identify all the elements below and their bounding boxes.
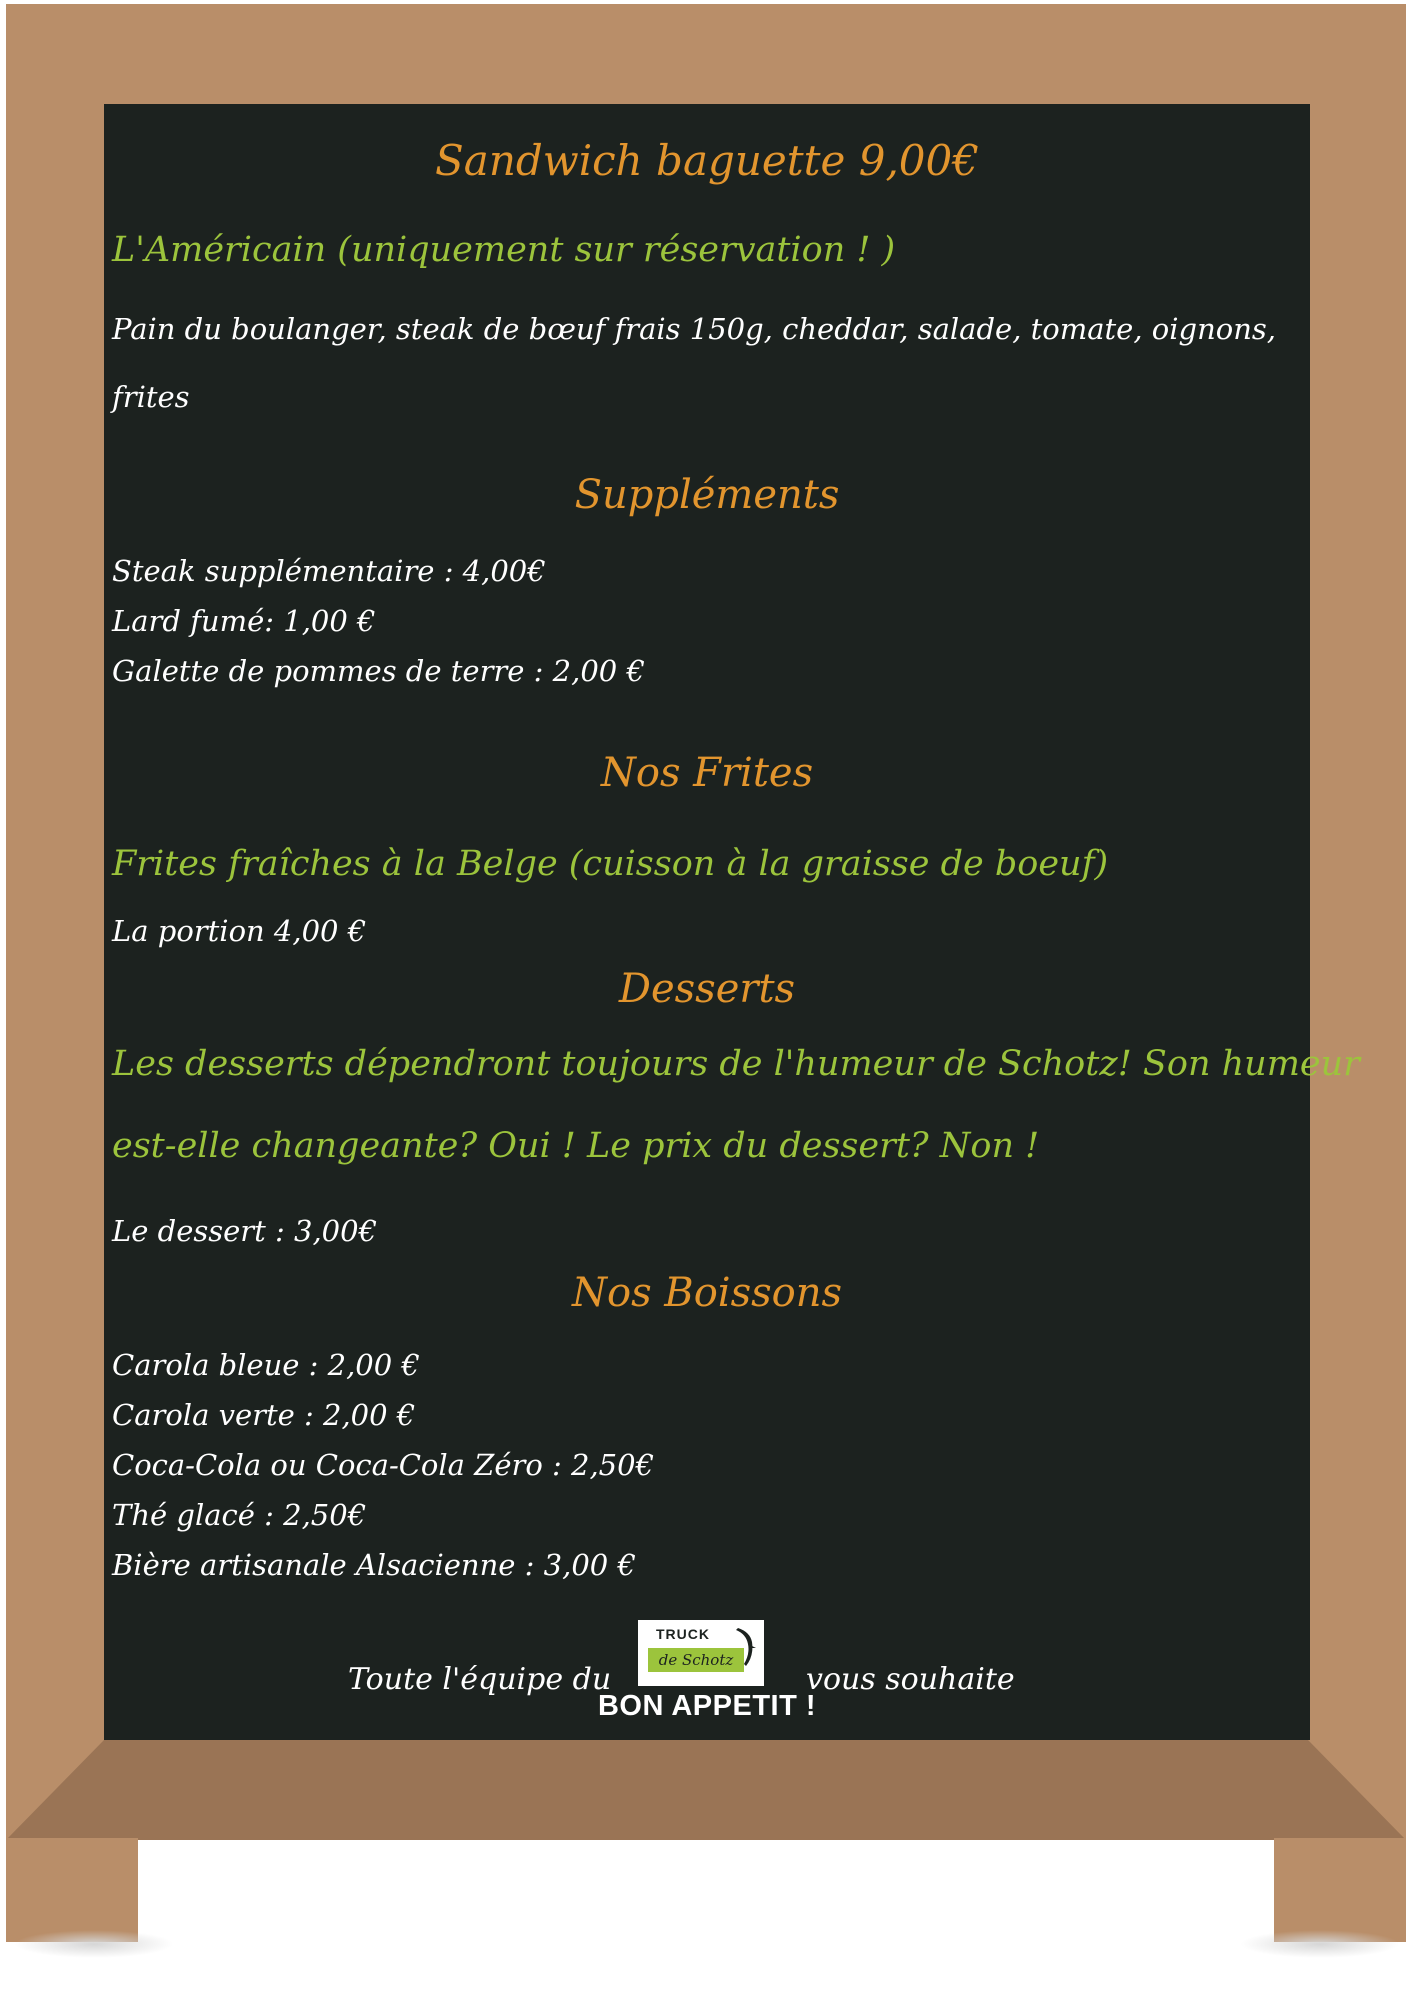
list-item: Thé glacé : 2,50€ — [112, 1498, 367, 1532]
supplements-list — [112, 546, 645, 696]
bon-appetit: BON APPETIT ! — [597, 1690, 817, 1722]
sandwich-name: L'Américain (uniquement sur réservation ! ) — [112, 230, 896, 270]
desserts-text-line2: est-elle changeante? Oui ! Le prix du dessert? Non ! — [112, 1126, 1040, 1166]
footer-left-text: Toute l'équipe du — [348, 1662, 612, 1697]
list-item: Bière artisanale Alsacienne : 3,00 € — [112, 1548, 636, 1582]
supplements-title: Suppléments — [574, 472, 840, 518]
sandwich-description-line1: Pain du boulanger, steak de bœuf frais 150g, cheddar, salade, tomate, oignons, — [112, 312, 1276, 346]
menu-title: Sandwich baguette 9,00€ — [435, 136, 979, 185]
fries-title: Nos Frites — [600, 750, 814, 796]
list-item: Lard fumé: 1,00 € — [112, 604, 376, 638]
dessert-price: Le dessert : 3,00€ — [112, 1214, 378, 1248]
leg-shadow-right — [1240, 1930, 1400, 1958]
list-item: Coca-Cola ou Coca-Cola Zéro : 2,50€ — [112, 1448, 655, 1482]
drinks-title: Nos Boissons — [571, 1270, 843, 1316]
drinks-list — [112, 1340, 654, 1590]
frame-left — [6, 4, 106, 1744]
list-item: Carola bleue : 2,00 € — [112, 1348, 420, 1382]
stork-icon — [732, 1626, 758, 1670]
frame-right — [1306, 4, 1406, 1744]
logo-text-bottom: de Schotz — [648, 1648, 744, 1672]
fries-name: Frites fraîches à la Belge (cuisson à la graisse de boeuf) — [112, 844, 1109, 884]
list-item: Carola verte : 2,00 € — [112, 1398, 416, 1432]
desserts-title: Desserts — [618, 966, 796, 1012]
frame-top — [6, 4, 1406, 104]
leg-right — [1274, 1838, 1406, 1942]
footer-right-text: vous souhaite — [806, 1662, 1015, 1697]
leg-left — [6, 1838, 138, 1942]
desserts-text-line1: Les desserts dépendront toujours de l'humeur de Schotz! Son humeur — [112, 1044, 1360, 1084]
ledge-bevel — [6, 1740, 1406, 1840]
leg-shadow-left — [14, 1930, 174, 1958]
list-item: Galette de pommes de terre : 2,00 € — [112, 654, 645, 688]
list-item: Steak supplémentaire : 4,00€ — [112, 554, 546, 588]
fries-price: La portion 4,00 € — [112, 914, 367, 948]
sandwich-description-line2: frites — [112, 380, 190, 414]
chalkboard — [104, 104, 1360, 1740]
logo-text-top: TRUCK — [656, 1626, 710, 1642]
truck-de-schotz-logo — [638, 1620, 764, 1686]
